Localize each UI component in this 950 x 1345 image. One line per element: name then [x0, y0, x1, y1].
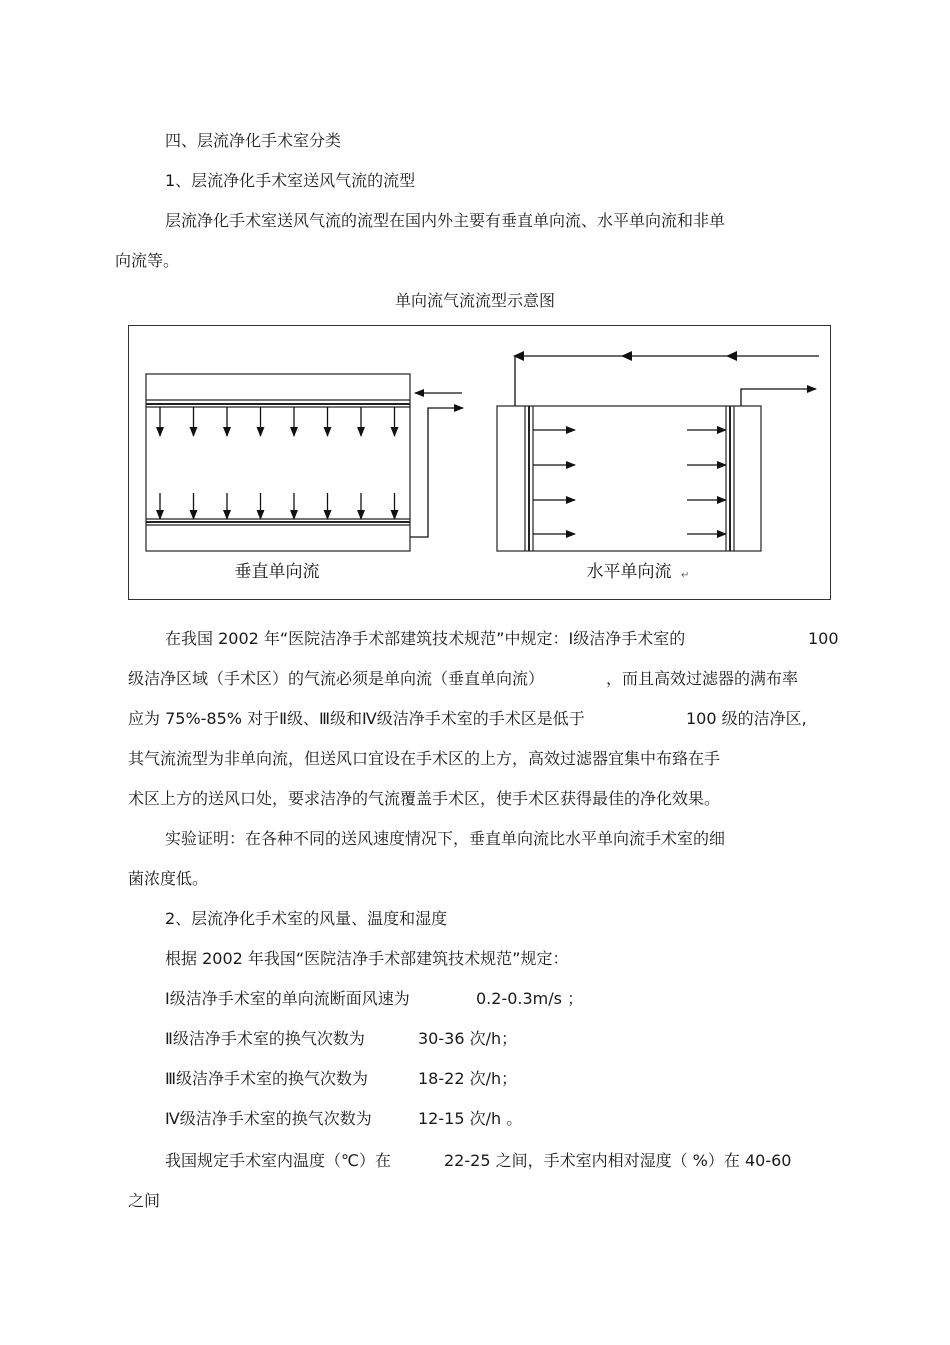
- requirement-level-2-value: 30-36 次/h；: [418, 1029, 518, 1048]
- paragraph-5-line-1-tail: 22-25 之间，手术室内相对湿度（ %）在 40-60: [444, 1151, 792, 1170]
- paragraph-4: 根据 2002 年我国“医院洁净手术部建筑技术规范”规定：: [165, 949, 569, 968]
- horizontal-flow-room: [497, 351, 819, 551]
- paragraph-3-line-2: 菌浓度低。: [128, 869, 209, 888]
- paragraph-2-line-1: 在我国 2002 年“医院洁净手术部建筑技术规范”中规定：Ⅰ级洁净手术室的: [165, 629, 686, 648]
- subsection-1-title: 1、层流净化手术室送风气流的流型: [165, 171, 416, 190]
- paragraph-5-line-2: 之间: [128, 1191, 161, 1210]
- requirement-level-3-value: 18-22 次/h；: [418, 1069, 518, 1088]
- requirement-level-3: Ⅲ级洁净手术室的换气次数为: [165, 1069, 369, 1088]
- paragraph-2-line-2-tail: ，而且高效过滤器的满布率: [606, 669, 799, 688]
- requirement-level-1-value: 0.2-0.3m/s ；: [476, 989, 584, 1008]
- return-arrow-head: [726, 351, 737, 361]
- paragraph-2-line-2: 级洁净区域（手术区）的气流必须是单向流（垂直单向流）: [128, 669, 545, 688]
- downward-flow-arrows-bottom: [160, 493, 395, 519]
- paragraph-2-line-3-tail: 100 级的洁净区,: [686, 709, 807, 728]
- paragraph-1-line-2: 向流等。: [115, 251, 180, 270]
- requirement-level-2: Ⅱ级洁净手术室的换气次数为: [165, 1029, 365, 1048]
- paragraph-2-line-3: 应为 75%-85% 对于Ⅱ级、Ⅲ级和Ⅳ级洁净手术室的手术区是低于: [128, 709, 585, 728]
- paragraph-5-line-1: 我国规定手术室内温度（℃）在: [165, 1151, 391, 1170]
- paragraph-2-line-4: 其气流流型为非单向流，但送风口宜设在手术区的上方，高效过滤器宜集中布臵在手: [128, 749, 721, 768]
- section-heading: 四、层流净化手术室分类: [165, 131, 342, 150]
- paragraph-3-line-1: 实验证明：在各种不同的送风速度情况下，垂直单向流比水平单向流手术室的细: [165, 829, 726, 848]
- horizontal-flow-label: 水平单向流: [586, 562, 672, 581]
- requirement-level-4: Ⅳ级洁净手术室的换气次数为: [165, 1109, 372, 1128]
- rightward-flow-arrows-right: [687, 430, 726, 534]
- figure-caption: 单向流气流流型示意图: [394, 291, 555, 310]
- paragraph-1-line-1: 层流净化手术室送风气流的流型在国内外主要有垂直单向流、水平单向流和非单: [165, 211, 726, 230]
- paragraph-2-line-1-number: 100: [808, 629, 839, 648]
- subsection-2-title: 2、层流净化手术室的风量、温度和湿度: [165, 909, 448, 928]
- airflow-diagram: [129, 326, 832, 601]
- paragraph-2-line-5: 术区上方的送风口处，要求洁净的气流覆盖手术区，使手术区获得最佳的净化效果。: [128, 789, 721, 808]
- requirement-level-4-value: 12-15 次/h 。: [418, 1109, 523, 1128]
- requirement-level-1: Ⅰ级洁净手术室的单向流断面风速为: [165, 989, 410, 1008]
- vertical-flow-label: 垂直单向流: [234, 562, 320, 581]
- downward-flow-arrows-top: [160, 407, 395, 436]
- exhaust-air-arrow: [741, 389, 816, 406]
- airflow-figure: [128, 325, 831, 600]
- return-arrow-head: [621, 351, 632, 361]
- vertical-flow-room: [146, 374, 463, 551]
- return-mark: ↵: [681, 570, 690, 581]
- return-air-arrow: [410, 408, 463, 537]
- rightward-flow-arrows-left: [533, 430, 575, 534]
